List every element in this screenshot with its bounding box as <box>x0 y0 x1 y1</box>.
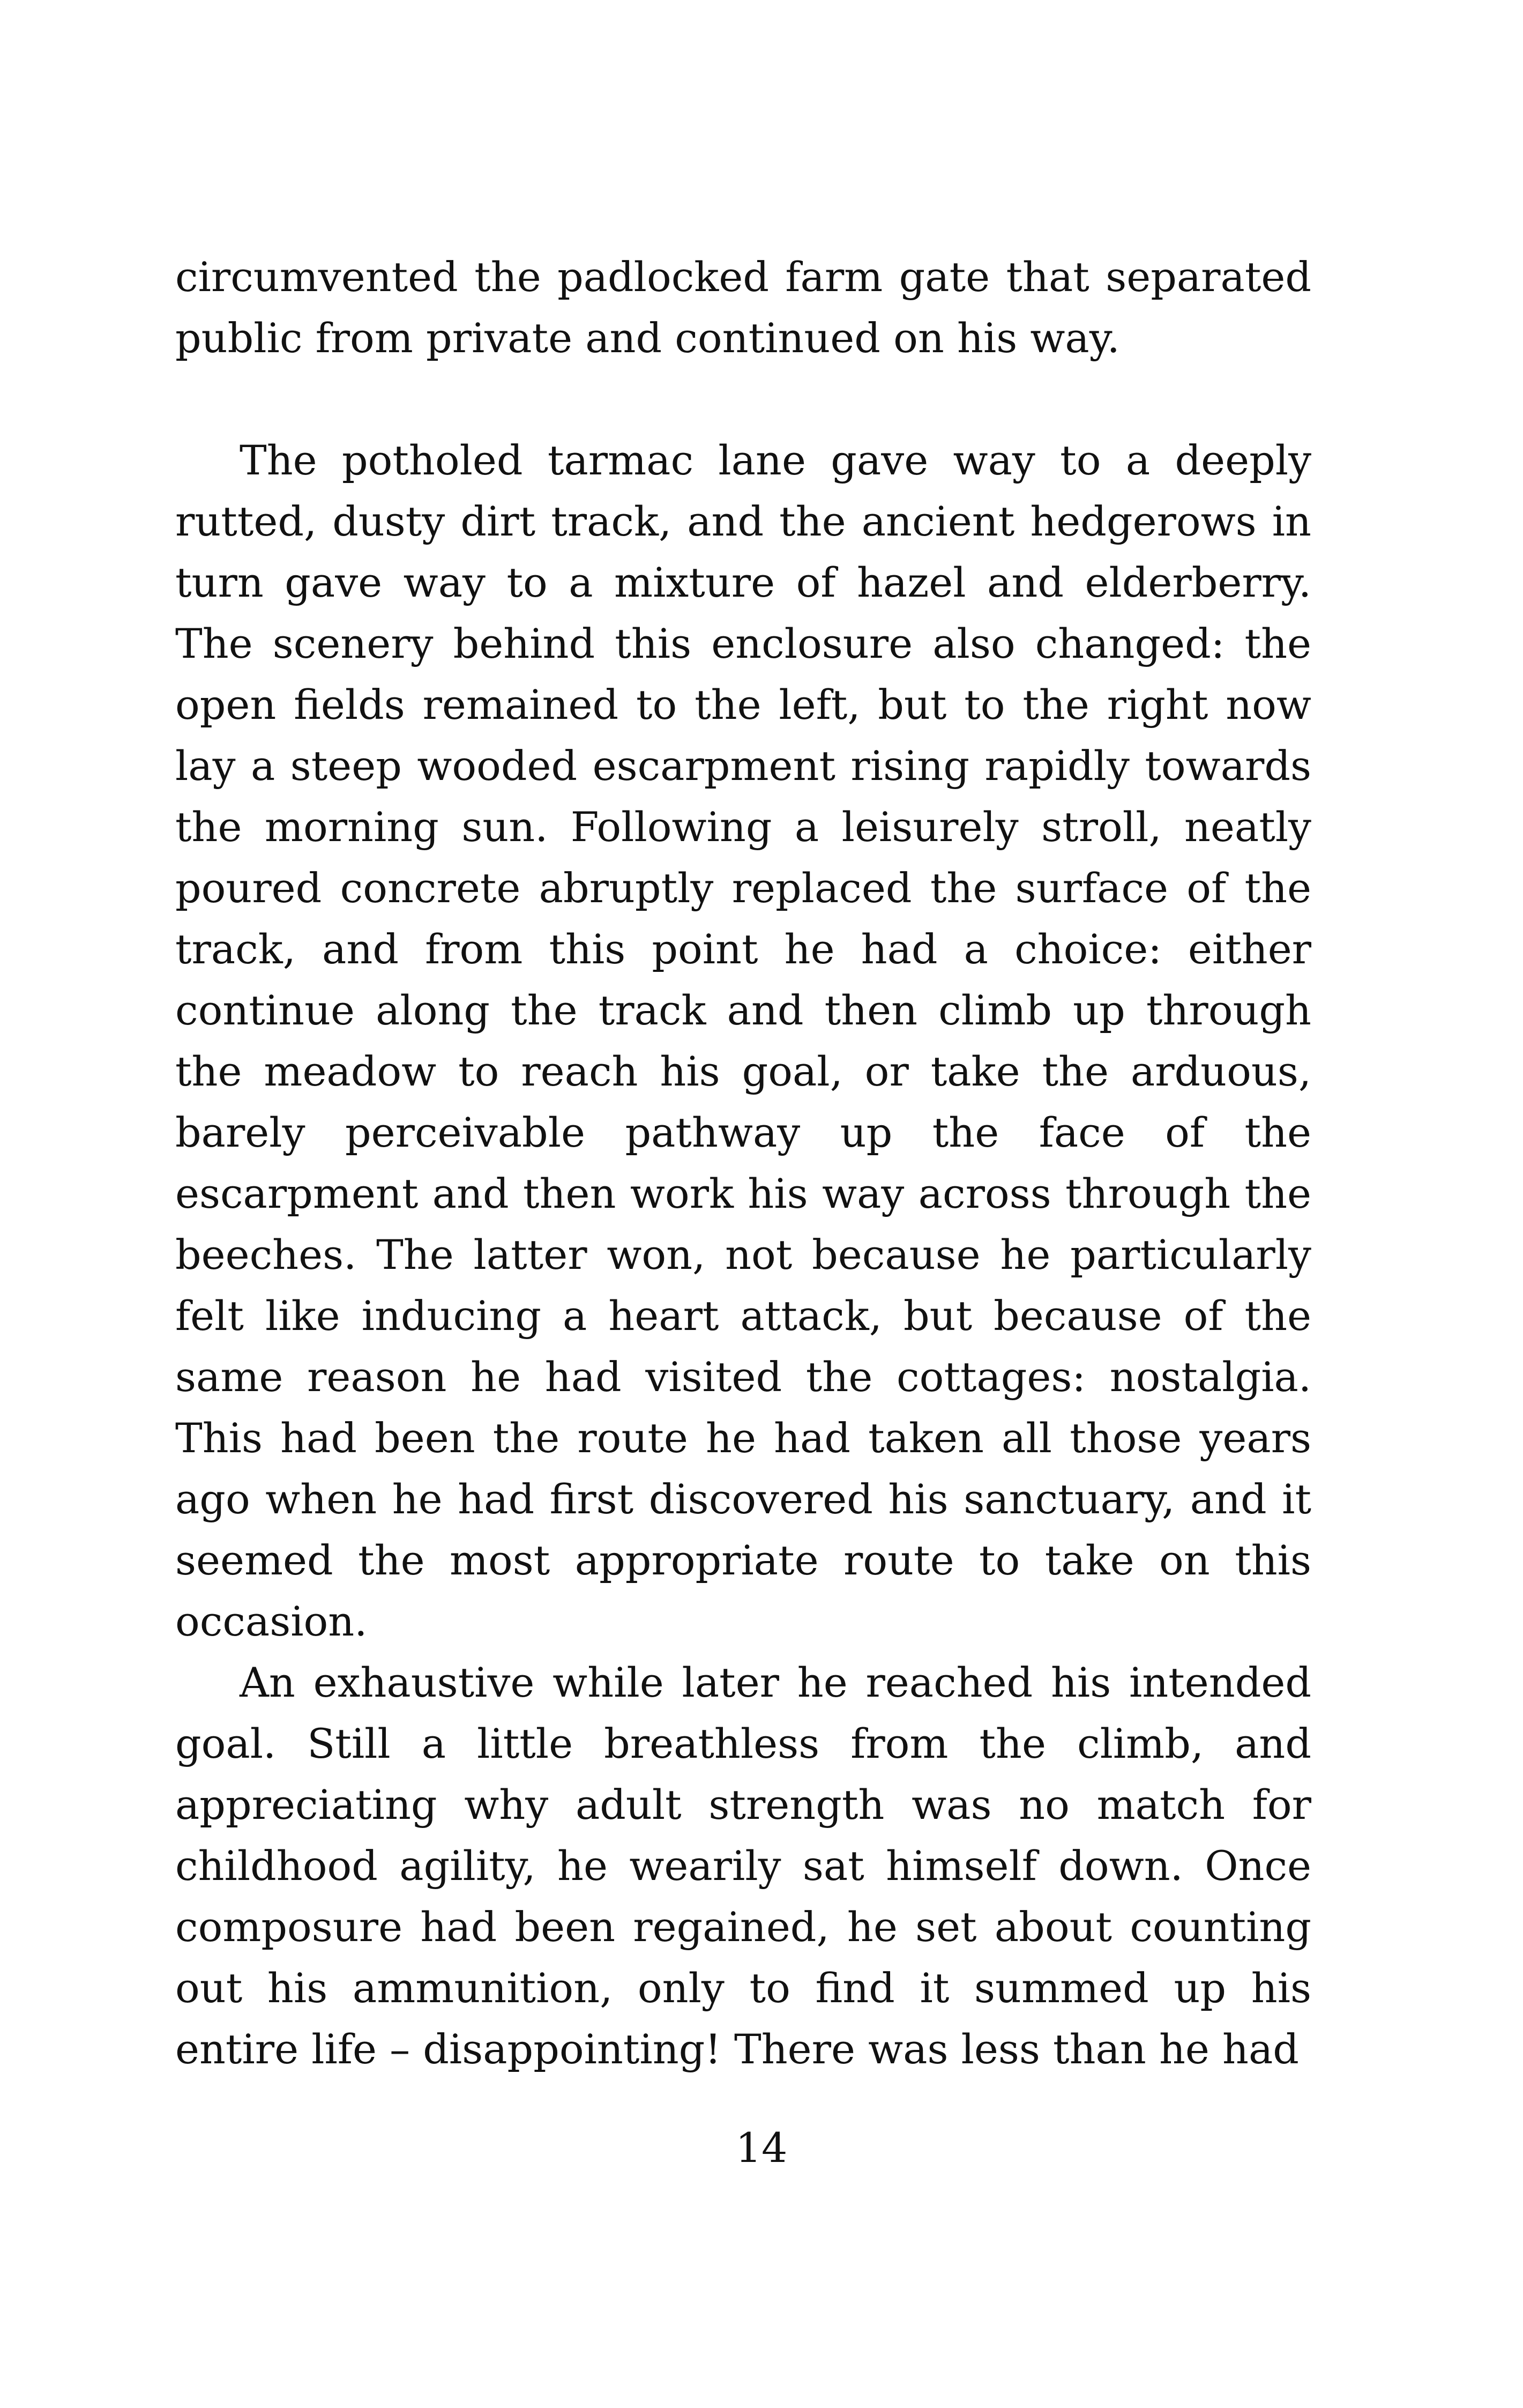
page-number: 14 <box>735 2124 788 2172</box>
paragraph: An exhaustive while later he reached his intended goal. Still a little breathless from the climb, and appreciating why adult strength was no match for childhood agility, he wearily sat himself down. Once composure had been regained, he set about counting out his ammunition, only to find it summed up his entire life – disappointing! There was less than he had <box>175 1659 1311 2073</box>
paragraph-continuation: circumvented the padlocked farm gate that separated public from private and continued on his way. <box>175 253 1311 362</box>
body-text <box>175 247 1311 2080</box>
paragraph: The potholed tarmac lane gave way to a deeply rutted, dusty dirt track, and the ancient hedgerows in turn gave way to a mixture of hazel and elderberry. The scenery behind this enclosure also changed: the open fields remained to the left, but to the right now lay a steep wooded escarpment rising rapidly towards the morning sun. Following a leisurely stroll, neatly poured concrete abruptly replaced the surface of the track, and from this point he had a choice: either continue along the track and then climb up through the meadow to reach his goal, or take the arduous, barely perceivable pathway up the face of the escarpment and then work his way across through the beeches. The latter won, not because he particularly felt like inducing a heart attack, but because of the same reason he had visited the cottages: nostalgia. This had been the route he had taken all those years ago when he had first discovered his sanctuary, and it seemed the most appropriate route to take on this occasion. <box>175 436 1311 1645</box>
paragraph-gap <box>175 369 1311 430</box>
